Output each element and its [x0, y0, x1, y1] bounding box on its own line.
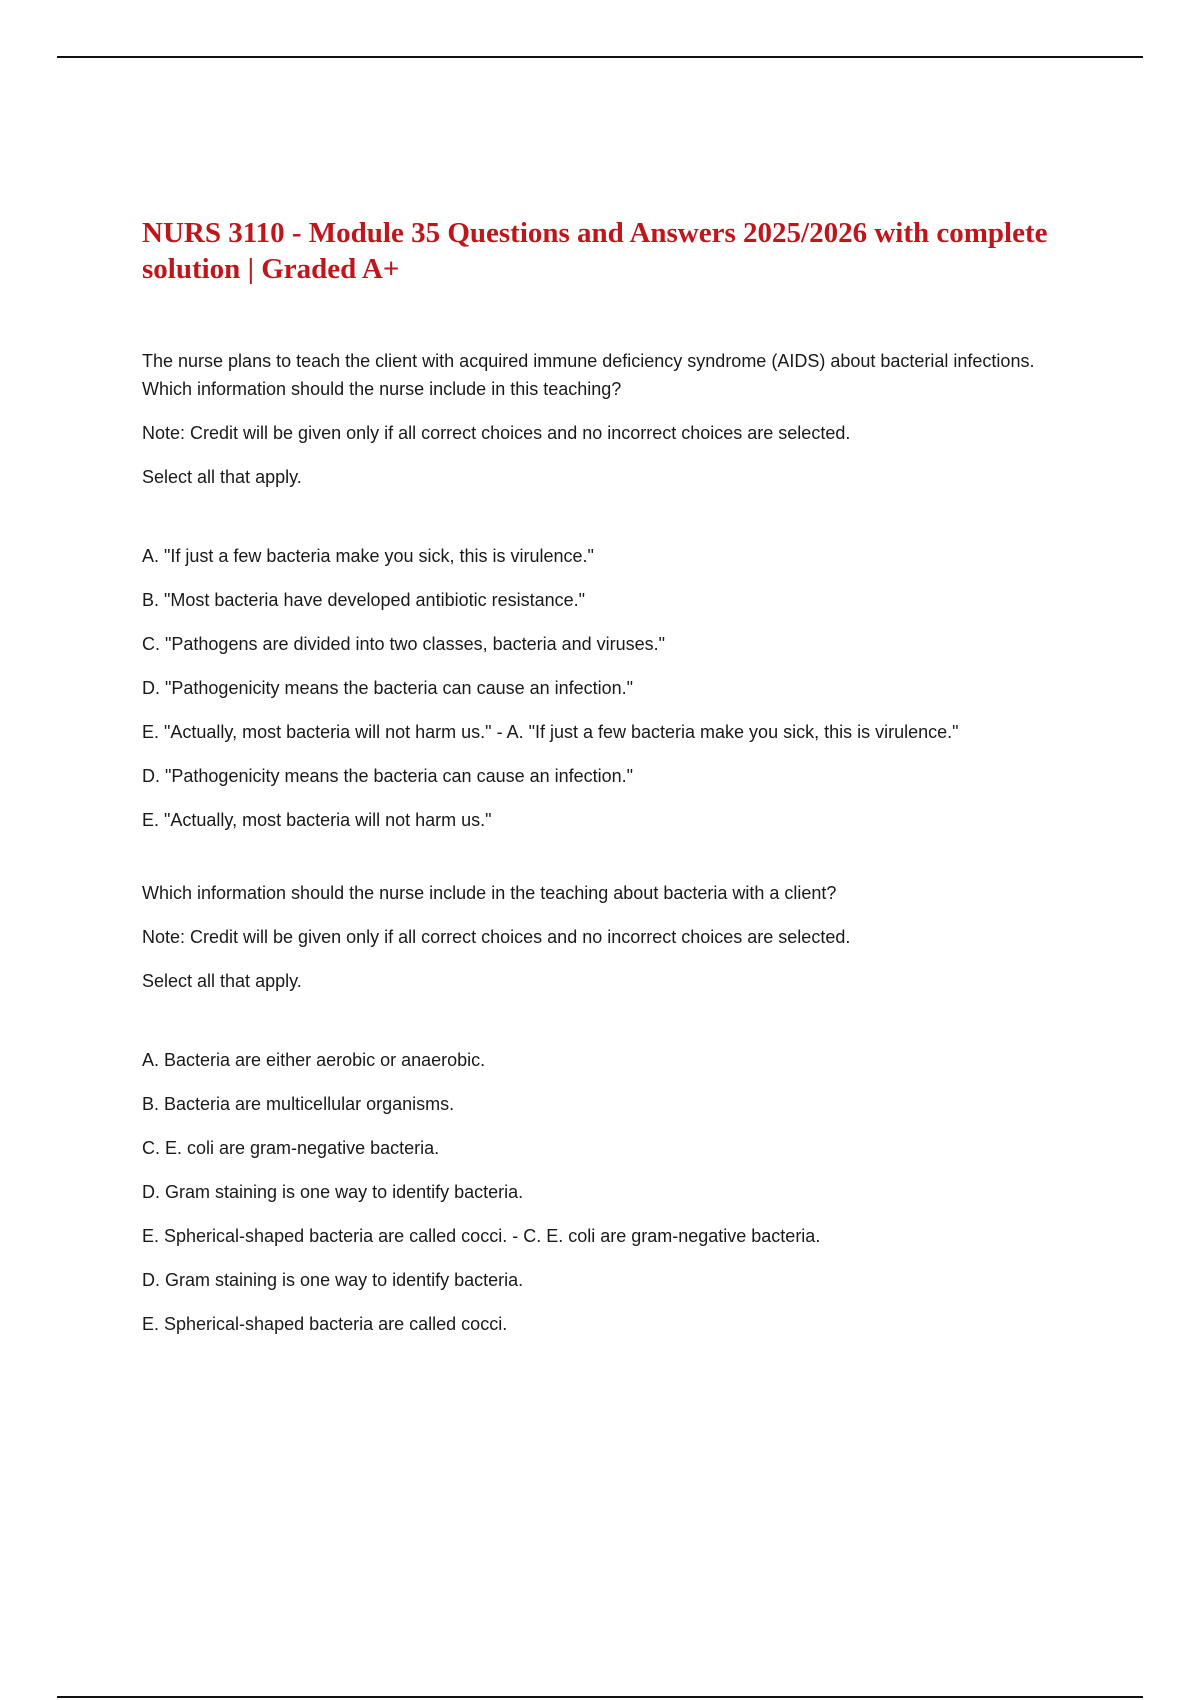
answer-option: E. "Actually, most bacteria will not harm us." - A. "If just a few bacteria make you sick, this is virulence." — [142, 722, 959, 742]
answer-option: D. "Pathogenicity means the bacteria can cause an infection." — [142, 678, 634, 698]
question-2-options — [142, 1046, 1082, 1338]
answer-option: E. Spherical-shaped bacteria are called cocci. - C. E. coli are gram-negative bacteria. — [142, 1226, 821, 1246]
answer-option: E. "Actually, most bacteria will not harm us." — [142, 810, 492, 830]
question-1-options — [142, 542, 1082, 834]
answer-option: D. Gram staining is one way to identify bacteria. — [142, 1182, 524, 1202]
answer-option: D. Gram staining is one way to identify bacteria. — [142, 1270, 524, 1290]
answer-option: C. E. coli are gram-negative bacteria. — [142, 1138, 440, 1158]
question-2-note: Note: Credit will be given only if all correct choices and no incorrect choices are selected. — [142, 927, 851, 947]
answer-option: A. "If just a few bacteria make you sick, this is virulence." — [142, 546, 594, 566]
question-2-stem: Which information should the nurse include in the teaching about bacteria with a client? — [142, 883, 837, 903]
answer-option: B. Bacteria are multicellular organisms. — [142, 1094, 455, 1114]
question-2 — [142, 879, 1082, 1338]
answer-option: E. Spherical-shaped bacteria are called cocci. — [142, 1314, 508, 1334]
answer-option: D. "Pathogenicity means the bacteria can cause an infection." — [142, 766, 634, 786]
question-1-note: Note: Credit will be given only if all correct choices and no incorrect choices are selected. — [142, 423, 851, 443]
question-1 — [142, 347, 1082, 834]
document-body — [142, 215, 1082, 1338]
question-2-instruction: Select all that apply. — [142, 971, 302, 991]
bottom-divider — [57, 1696, 1143, 1698]
question-1-stem: The nurse plans to teach the client with acquired immune deficiency syndrome (AIDS) about bacterial infections. Which information should the nurse include in this teaching? — [142, 351, 1035, 399]
document-title: NURS 3110 - Module 35 Questions and Answers 2025/2026 with complete solution | Graded A+ — [142, 217, 1048, 285]
question-1-instruction: Select all that apply. — [142, 467, 302, 487]
top-divider — [57, 56, 1143, 58]
answer-option: C. "Pathogens are divided into two classes, bacteria and viruses." — [142, 634, 666, 654]
answer-option: B. "Most bacteria have developed antibiotic resistance." — [142, 590, 586, 610]
answer-option: A. Bacteria are either aerobic or anaerobic. — [142, 1050, 486, 1070]
